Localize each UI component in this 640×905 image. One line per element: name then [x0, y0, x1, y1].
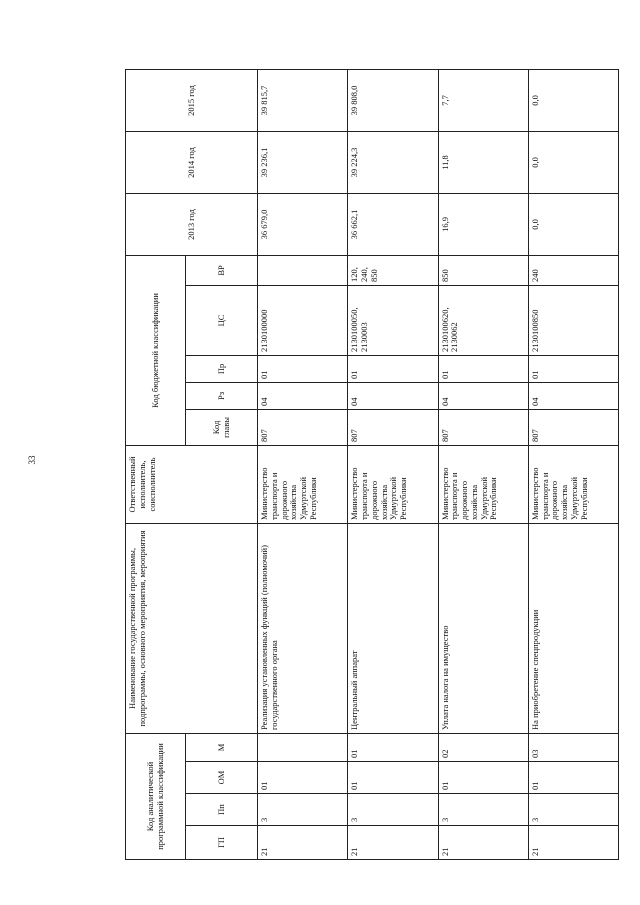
- analytic-code-group-header: Код аналитической программной классификации: [126, 733, 186, 859]
- cs-cell: 2130100850: [528, 285, 618, 355]
- kod-glavy-header: Код главы: [186, 409, 258, 445]
- executor-cell: Министерство транспорта и дорожного хозяйства Удмуртской Республики: [528, 445, 618, 523]
- rz-cell: 04: [258, 382, 348, 409]
- kod-glavy-cell: 807: [528, 409, 618, 445]
- vr-cell: [258, 255, 348, 285]
- page-number: 33: [27, 455, 37, 465]
- year-2013-cell: 36 679,0: [258, 193, 348, 255]
- name-cell: Центральный аппарат: [348, 523, 438, 733]
- om-cell: 01: [528, 762, 618, 794]
- rz-header: Рз: [186, 382, 258, 409]
- name-cell: Уплата налога на имущество: [438, 523, 528, 733]
- m-cell: 03: [528, 733, 618, 761]
- pr-cell: 01: [258, 355, 348, 382]
- kod-glavy-cell: 807: [348, 409, 438, 445]
- year-2014-cell: 39 224,3: [348, 131, 438, 193]
- vr-cell: 120, 240, 850: [348, 255, 438, 285]
- m-cell: 02: [438, 733, 528, 761]
- om-header: ОМ: [186, 762, 258, 794]
- pp-cell: 3: [258, 794, 348, 826]
- name-cell: На приобретение спецпродукции: [528, 523, 618, 733]
- year-2013-header: 2013 год: [126, 193, 258, 255]
- header-row-1: [126, 69, 186, 859]
- vr-cell: 240: [528, 255, 618, 285]
- name-header: Наименование государственной программы, подпрограммы, основного мероприятия, мероприятия: [126, 523, 258, 733]
- name-cell: Реализация установленных функций (полномочий) государственного органа: [258, 523, 348, 733]
- year-2014-cell: 0,0: [528, 131, 618, 193]
- rz-cell: 04: [528, 382, 618, 409]
- om-cell: 01: [438, 762, 528, 794]
- cs-cell: 2130100050, 2130003: [348, 285, 438, 355]
- table-row: [258, 69, 348, 859]
- pp-cell: 3: [528, 794, 618, 826]
- year-2015-cell: 39 808,0: [348, 69, 438, 131]
- gp-cell: 21: [528, 826, 618, 860]
- pp-cell: 3: [438, 794, 528, 826]
- vr-header: ВР: [186, 255, 258, 285]
- table-row: [438, 69, 528, 859]
- gp-cell: 21: [438, 826, 528, 860]
- cs-header: ЦС: [186, 285, 258, 355]
- kod-glavy-cell: 807: [258, 409, 348, 445]
- pr-cell: 01: [438, 355, 528, 382]
- om-cell: 01: [258, 762, 348, 794]
- m-cell: 01: [348, 733, 438, 761]
- table-row: [528, 69, 618, 859]
- year-2015-cell: 39 815,7: [258, 69, 348, 131]
- pr-header: Пр: [186, 355, 258, 382]
- gp-cell: 21: [348, 826, 438, 860]
- year-2014-cell: 39 236,1: [258, 131, 348, 193]
- pr-cell: 01: [348, 355, 438, 382]
- table-row: [348, 69, 438, 859]
- budget-table: [125, 69, 619, 860]
- gp-cell: 21: [258, 826, 348, 860]
- year-2013-cell: 36 662,1: [348, 193, 438, 255]
- year-2015-cell: 7,7: [438, 69, 528, 131]
- budget-code-group-header: Код бюджетной классификации: [126, 255, 186, 445]
- cs-cell: 2130100620, 2130062: [438, 285, 528, 355]
- executor-cell: Министерство транспорта и дорожного хозяйства Удмуртской Республики: [348, 445, 438, 523]
- pp-cell: 3: [348, 794, 438, 826]
- m-header: М: [186, 733, 258, 761]
- year-2013-cell: 16,9: [438, 193, 528, 255]
- executor-cell: Министерство транспорта и дорожного хозяйства Удмуртской Республики: [258, 445, 348, 523]
- executor-cell: Министерство транспорта и дорожного хозяйства Удмуртской Республики: [438, 445, 528, 523]
- cs-cell: 2130100000: [258, 285, 348, 355]
- om-cell: 01: [348, 762, 438, 794]
- kod-glavy-cell: 807: [438, 409, 528, 445]
- year-2013-cell: 0,0: [528, 193, 618, 255]
- budget-table-frame: [125, 70, 619, 860]
- m-cell: [258, 733, 348, 761]
- vr-cell: 850: [438, 255, 528, 285]
- year-2015-cell: 0,0: [528, 69, 618, 131]
- executor-header: Ответственный исполнитель, соисполнитель: [126, 445, 258, 523]
- rz-cell: 04: [438, 382, 528, 409]
- pp-header: Пп: [186, 794, 258, 826]
- year-2014-header: 2014 год: [126, 131, 258, 193]
- pr-cell: 01: [528, 355, 618, 382]
- year-2014-cell: 11,8: [438, 131, 528, 193]
- gp-header: ГП: [186, 826, 258, 860]
- year-2015-header: 2015 год: [126, 69, 258, 131]
- rz-cell: 04: [348, 382, 438, 409]
